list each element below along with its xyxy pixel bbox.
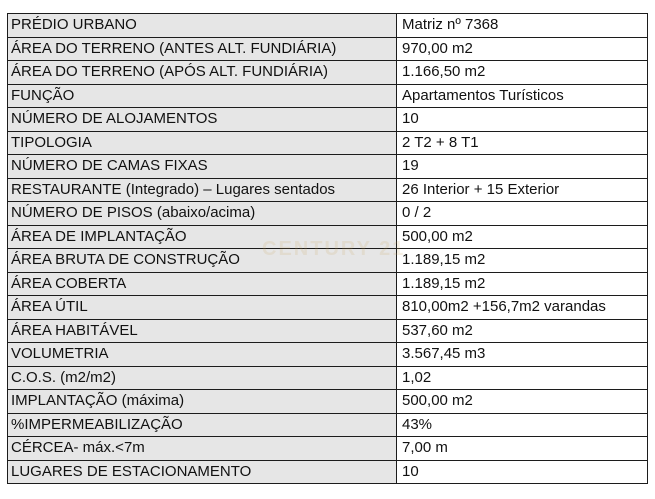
table-row (8, 108, 648, 132)
row-value: 2 T2 + 8 T1 (397, 131, 648, 155)
row-value: 970,00 m2 (397, 37, 648, 61)
row-value: 26 Interior + 15 Exterior (397, 178, 648, 202)
row-label: IMPLANTAÇÃO (máxima) (8, 390, 397, 414)
table-row (8, 460, 648, 484)
row-label: %IMPERMEABILIZAÇÃO (8, 413, 397, 437)
table-row (8, 14, 648, 38)
table-row (8, 343, 648, 367)
row-label: ÁREA DO TERRENO (APÓS ALT. FUNDIÁRIA) (8, 61, 397, 85)
row-value: 7,00 m (397, 437, 648, 461)
table-row (8, 437, 648, 461)
table-row (8, 249, 648, 273)
row-label: VOLUMETRIA (8, 343, 397, 367)
row-label: ÁREA DO TERRENO (ANTES ALT. FUNDIÁRIA) (8, 37, 397, 61)
row-label: ÁREA HABITÁVEL (8, 319, 397, 343)
row-value: 1,02 (397, 366, 648, 390)
row-value: 1.166,50 m2 (397, 61, 648, 85)
row-label: PRÉDIO URBANO (8, 14, 397, 38)
row-value: Apartamentos Turísticos (397, 84, 648, 108)
row-label: NÚMERO DE ALOJAMENTOS (8, 108, 397, 132)
table-row (8, 61, 648, 85)
table-row (8, 296, 648, 320)
row-label: FUNÇÃO (8, 84, 397, 108)
row-value: 10 (397, 460, 648, 484)
row-label: NÚMERO DE CAMAS FIXAS (8, 155, 397, 179)
table-row (8, 319, 648, 343)
row-value: Matriz nº 7368 (397, 14, 648, 38)
row-value: 500,00 m2 (397, 390, 648, 414)
table-row (8, 366, 648, 390)
row-value: 10 (397, 108, 648, 132)
row-label: ÁREA ÚTIL (8, 296, 397, 320)
table-row (8, 413, 648, 437)
row-label: LUGARES DE ESTACIONAMENTO (8, 460, 397, 484)
table-row (8, 178, 648, 202)
row-value: 1.189,15 m2 (397, 272, 648, 296)
row-label: ÁREA COBERTA (8, 272, 397, 296)
table-row (8, 225, 648, 249)
row-label: ÁREA BRUTA DE CONSTRUÇÃO (8, 249, 397, 273)
row-value: 19 (397, 155, 648, 179)
table-row (8, 37, 648, 61)
property-spec-table (7, 13, 648, 484)
table-row (8, 272, 648, 296)
row-label: ÁREA DE IMPLANTAÇÃO (8, 225, 397, 249)
row-value: 43% (397, 413, 648, 437)
row-label: NÚMERO DE PISOS (abaixo/acima) (8, 202, 397, 226)
table-row (8, 390, 648, 414)
row-label: C.O.S. (m2/m2) (8, 366, 397, 390)
row-value: 810,00m2 +156,7m2 varandas (397, 296, 648, 320)
table-row (8, 84, 648, 108)
row-value: 537,60 m2 (397, 319, 648, 343)
row-value: 3.567,45 m3 (397, 343, 648, 367)
row-value: 0 / 2 (397, 202, 648, 226)
row-value: 1.189,15 m2 (397, 249, 648, 273)
row-label: CÉRCEA- máx.<7m (8, 437, 397, 461)
row-label: TIPOLOGIA (8, 131, 397, 155)
table-row (8, 202, 648, 226)
row-label: RESTAURANTE (Integrado) – Lugares sentados (8, 178, 397, 202)
table-row (8, 131, 648, 155)
table-row (8, 155, 648, 179)
row-value: 500,00 m2 (397, 225, 648, 249)
